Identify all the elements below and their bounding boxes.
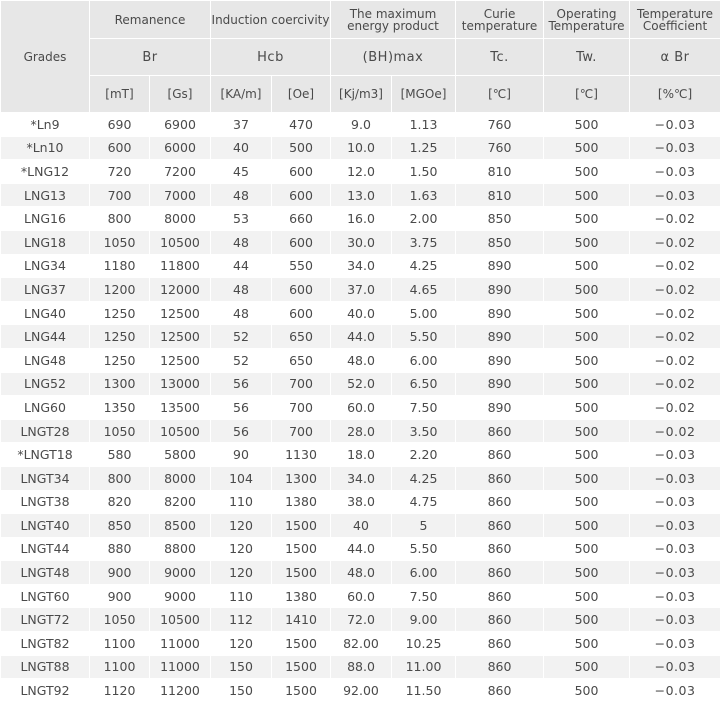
- hcb-ka-m-cell: 120: [211, 632, 272, 656]
- unit-mt: [mT]: [90, 76, 150, 113]
- table-row: [1, 160, 720, 184]
- hcb-ka-m-cell: 48: [211, 183, 272, 207]
- temp-coefficient-cell: −0.02: [630, 278, 720, 302]
- temp-coefficient-cell: −0.03: [630, 113, 720, 137]
- operating-temp-cell: 500: [544, 632, 630, 656]
- operating-temp-cell: 500: [544, 561, 630, 585]
- br-gs-cell: 10500: [150, 608, 211, 632]
- hcb-ka-m-cell: 45: [211, 160, 272, 184]
- bhmax-kj-m3-cell: 44.0: [331, 325, 392, 349]
- table-row: [1, 183, 720, 207]
- temp-coefficient-cell: −0.02: [630, 254, 720, 278]
- curie-temp-cell: 890: [456, 372, 544, 396]
- operating-temp-cell: 500: [544, 230, 630, 254]
- bhmax-mgoe-cell: 6.50: [392, 372, 456, 396]
- curie-temp-cell: 810: [456, 183, 544, 207]
- hcb-ka-m-cell: 104: [211, 466, 272, 490]
- bhmax-kj-m3-cell: 82.00: [331, 632, 392, 656]
- temp-coefficient-cell: −0.02: [630, 301, 720, 325]
- grade-cell: LNG40: [1, 301, 90, 325]
- symbol-alpha-br: α Br: [630, 39, 720, 76]
- br-mt-cell: 880: [90, 537, 150, 561]
- symbol-tc: Tc.: [456, 39, 544, 76]
- temp-coefficient-cell: −0.03: [630, 584, 720, 608]
- curie-temp-cell: 860: [456, 466, 544, 490]
- br-gs-cell: 10500: [150, 230, 211, 254]
- table-row: [1, 230, 720, 254]
- curie-temp-cell: 860: [456, 584, 544, 608]
- grade-cell: LNG13: [1, 183, 90, 207]
- grade-cell: LNGT44: [1, 537, 90, 561]
- operating-temp-cell: 500: [544, 490, 630, 514]
- grade-cell: *Ln10: [1, 136, 90, 160]
- table-row: [1, 301, 720, 325]
- bhmax-kj-m3-cell: 88.0: [331, 655, 392, 679]
- bhmax-kj-m3-cell: 38.0: [331, 490, 392, 514]
- curie-temp-cell: 890: [456, 301, 544, 325]
- table-row: [1, 655, 720, 679]
- br-mt-cell: 850: [90, 514, 150, 538]
- grade-cell: LNG52: [1, 372, 90, 396]
- br-mt-cell: 1100: [90, 655, 150, 679]
- bhmax-kj-m3-cell: 48.0: [331, 561, 392, 585]
- hcb-oe-cell: 700: [272, 396, 331, 420]
- table-header: [1, 1, 720, 113]
- hcb-oe-cell: 550: [272, 254, 331, 278]
- operating-temperature-header: Operating Temperature: [544, 1, 630, 39]
- grade-cell: *LNG12: [1, 160, 90, 184]
- grade-cell: LNGT40: [1, 514, 90, 538]
- hcb-oe-cell: 1380: [272, 490, 331, 514]
- bhmax-kj-m3-cell: 44.0: [331, 537, 392, 561]
- br-mt-cell: 1200: [90, 278, 150, 302]
- temp-coefficient-cell: −0.03: [630, 514, 720, 538]
- bhmax-mgoe-cell: 4.25: [392, 466, 456, 490]
- bhmax-kj-m3-cell: 60.0: [331, 584, 392, 608]
- br-mt-cell: 820: [90, 490, 150, 514]
- bhmax-kj-m3-cell: 37.0: [331, 278, 392, 302]
- br-gs-cell: 12500: [150, 348, 211, 372]
- br-gs-cell: 10500: [150, 419, 211, 443]
- operating-temp-cell: 500: [544, 419, 630, 443]
- br-mt-cell: 900: [90, 561, 150, 585]
- temp-coefficient-cell: −0.03: [630, 632, 720, 656]
- curie-temp-cell: 860: [456, 537, 544, 561]
- br-gs-cell: 6000: [150, 136, 211, 160]
- br-mt-cell: 1250: [90, 301, 150, 325]
- operating-temp-cell: 500: [544, 301, 630, 325]
- bhmax-mgoe-cell: 5.50: [392, 537, 456, 561]
- br-gs-cell: 12500: [150, 325, 211, 349]
- bhmax-kj-m3-cell: 12.0: [331, 160, 392, 184]
- unit-curie-celsius: [℃]: [456, 76, 544, 113]
- bhmax-kj-m3-cell: 10.0: [331, 136, 392, 160]
- hcb-ka-m-cell: 52: [211, 348, 272, 372]
- curie-temp-cell: 860: [456, 443, 544, 467]
- table-row: [1, 608, 720, 632]
- table-row: [1, 537, 720, 561]
- bhmax-mgoe-cell: 7.50: [392, 584, 456, 608]
- bhmax-mgoe-cell: 6.00: [392, 348, 456, 372]
- table-row: [1, 348, 720, 372]
- energy-product-header: The maximum energy product: [331, 1, 456, 39]
- hcb-oe-cell: 600: [272, 183, 331, 207]
- br-gs-cell: 11000: [150, 655, 211, 679]
- bhmax-kj-m3-cell: 34.0: [331, 466, 392, 490]
- temp-coefficient-cell: −0.03: [630, 655, 720, 679]
- temp-coefficient-cell: −0.02: [630, 348, 720, 372]
- temp-coefficient-cell: −0.03: [630, 561, 720, 585]
- br-mt-cell: 1250: [90, 348, 150, 372]
- unit-oe: [Oe]: [272, 76, 331, 113]
- hcb-ka-m-cell: 37: [211, 113, 272, 137]
- br-gs-cell: 8000: [150, 466, 211, 490]
- grade-cell: LNG48: [1, 348, 90, 372]
- operating-temp-cell: 500: [544, 608, 630, 632]
- curie-temp-cell: 860: [456, 632, 544, 656]
- temp-coefficient-cell: −0.02: [630, 396, 720, 420]
- bhmax-kj-m3-cell: 60.0: [331, 396, 392, 420]
- curie-temp-cell: 810: [456, 160, 544, 184]
- curie-temp-cell: 860: [456, 490, 544, 514]
- temperature-coefficient-header: Temperature Coefficient: [630, 1, 720, 39]
- table-row: [1, 443, 720, 467]
- curie-temp-cell: 850: [456, 207, 544, 231]
- br-mt-cell: 1050: [90, 230, 150, 254]
- hcb-ka-m-cell: 150: [211, 655, 272, 679]
- br-mt-cell: 580: [90, 443, 150, 467]
- br-gs-cell: 11000: [150, 632, 211, 656]
- unit-percent-celsius: [%℃]: [630, 76, 720, 113]
- hcb-ka-m-cell: 56: [211, 372, 272, 396]
- temp-coefficient-cell: −0.02: [630, 372, 720, 396]
- table-row: [1, 514, 720, 538]
- hcb-oe-cell: 1500: [272, 632, 331, 656]
- bhmax-mgoe-cell: 2.20: [392, 443, 456, 467]
- bhmax-mgoe-cell: 1.50: [392, 160, 456, 184]
- br-mt-cell: 1250: [90, 325, 150, 349]
- hcb-ka-m-cell: 48: [211, 230, 272, 254]
- hcb-ka-m-cell: 56: [211, 396, 272, 420]
- hcb-oe-cell: 1300: [272, 466, 331, 490]
- br-gs-cell: 8000: [150, 207, 211, 231]
- br-gs-cell: 9000: [150, 584, 211, 608]
- bhmax-mgoe-cell: 4.65: [392, 278, 456, 302]
- table-row: [1, 372, 720, 396]
- hcb-oe-cell: 600: [272, 230, 331, 254]
- bhmax-mgoe-cell: 1.63: [392, 183, 456, 207]
- bhmax-mgoe-cell: 5.00: [392, 301, 456, 325]
- curie-temp-cell: 860: [456, 514, 544, 538]
- grade-cell: LNGT88: [1, 655, 90, 679]
- hcb-ka-m-cell: 110: [211, 584, 272, 608]
- curie-temp-cell: 890: [456, 325, 544, 349]
- curie-temp-cell: 860: [456, 655, 544, 679]
- br-mt-cell: 1350: [90, 396, 150, 420]
- bhmax-kj-m3-cell: 52.0: [331, 372, 392, 396]
- br-gs-cell: 7000: [150, 183, 211, 207]
- curie-temp-cell: 890: [456, 278, 544, 302]
- hcb-ka-m-cell: 110: [211, 490, 272, 514]
- operating-temp-cell: 500: [544, 325, 630, 349]
- bhmax-mgoe-cell: 5.50: [392, 325, 456, 349]
- hcb-oe-cell: 1410: [272, 608, 331, 632]
- bhmax-kj-m3-cell: 28.0: [331, 419, 392, 443]
- temp-coefficient-cell: −0.03: [630, 183, 720, 207]
- bhmax-kj-m3-cell: 48.0: [331, 348, 392, 372]
- br-mt-cell: 1050: [90, 608, 150, 632]
- bhmax-mgoe-cell: 9.00: [392, 608, 456, 632]
- br-gs-cell: 8800: [150, 537, 211, 561]
- hcb-ka-m-cell: 44: [211, 254, 272, 278]
- bhmax-mgoe-cell: 11.50: [392, 679, 456, 703]
- br-mt-cell: 900: [90, 584, 150, 608]
- unit-kj-m3: [Kj/m3]: [331, 76, 392, 113]
- curie-temp-cell: 760: [456, 113, 544, 137]
- hcb-ka-m-cell: 52: [211, 325, 272, 349]
- grade-cell: LNGT72: [1, 608, 90, 632]
- grade-cell: LNG44: [1, 325, 90, 349]
- hcb-ka-m-cell: 90: [211, 443, 272, 467]
- table-row: [1, 490, 720, 514]
- grade-cell: LNG37: [1, 278, 90, 302]
- bhmax-kj-m3-cell: 40: [331, 514, 392, 538]
- br-mt-cell: 800: [90, 207, 150, 231]
- hcb-ka-m-cell: 150: [211, 679, 272, 703]
- hcb-oe-cell: 600: [272, 160, 331, 184]
- table-body: [1, 113, 720, 703]
- bhmax-mgoe-cell: 6.00: [392, 561, 456, 585]
- grade-cell: LNGT48: [1, 561, 90, 585]
- table-row: [1, 632, 720, 656]
- operating-temp-cell: 500: [544, 160, 630, 184]
- grades-header: Grades: [1, 1, 90, 113]
- table-row: [1, 325, 720, 349]
- grade-cell: LNG60: [1, 396, 90, 420]
- br-mt-cell: 700: [90, 183, 150, 207]
- curie-temp-cell: 860: [456, 419, 544, 443]
- symbol-hcb: Hcb: [211, 39, 331, 76]
- hcb-oe-cell: 700: [272, 419, 331, 443]
- temp-coefficient-cell: −0.03: [630, 537, 720, 561]
- grade-cell: LNGT60: [1, 584, 90, 608]
- hcb-oe-cell: 650: [272, 325, 331, 349]
- br-gs-cell: 8500: [150, 514, 211, 538]
- temp-coefficient-cell: −0.03: [630, 679, 720, 703]
- curie-temp-cell: 860: [456, 679, 544, 703]
- br-mt-cell: 800: [90, 466, 150, 490]
- table-row: [1, 584, 720, 608]
- br-gs-cell: 5800: [150, 443, 211, 467]
- temp-coefficient-cell: −0.03: [630, 466, 720, 490]
- hcb-oe-cell: 1500: [272, 561, 331, 585]
- hcb-ka-m-cell: 56: [211, 419, 272, 443]
- hcb-ka-m-cell: 120: [211, 514, 272, 538]
- grade-cell: LNG34: [1, 254, 90, 278]
- operating-temp-cell: 500: [544, 396, 630, 420]
- curie-temp-cell: 760: [456, 136, 544, 160]
- bhmax-mgoe-cell: 3.75: [392, 230, 456, 254]
- br-gs-cell: 12000: [150, 278, 211, 302]
- table-row: [1, 561, 720, 585]
- br-mt-cell: 690: [90, 113, 150, 137]
- grade-cell: LNGT82: [1, 632, 90, 656]
- bhmax-mgoe-cell: 7.50: [392, 396, 456, 420]
- br-gs-cell: 13500: [150, 396, 211, 420]
- operating-temp-cell: 500: [544, 113, 630, 137]
- temp-coefficient-cell: −0.03: [630, 608, 720, 632]
- operating-temp-cell: 500: [544, 372, 630, 396]
- grade-cell: LNGT38: [1, 490, 90, 514]
- hcb-oe-cell: 1500: [272, 514, 331, 538]
- operating-temp-cell: 500: [544, 514, 630, 538]
- curie-temp-cell: 850: [456, 230, 544, 254]
- table-row: [1, 466, 720, 490]
- grade-cell: *LNGT18: [1, 443, 90, 467]
- hcb-oe-cell: 470: [272, 113, 331, 137]
- curie-temp-cell: 890: [456, 396, 544, 420]
- hcb-ka-m-cell: 48: [211, 278, 272, 302]
- temp-coefficient-cell: −0.03: [630, 136, 720, 160]
- bhmax-kj-m3-cell: 34.0: [331, 254, 392, 278]
- hcb-oe-cell: 1130: [272, 443, 331, 467]
- br-gs-cell: 8200: [150, 490, 211, 514]
- hcb-oe-cell: 500: [272, 136, 331, 160]
- operating-temp-cell: 500: [544, 679, 630, 703]
- operating-temp-cell: 500: [544, 183, 630, 207]
- br-mt-cell: 1300: [90, 372, 150, 396]
- temp-coefficient-cell: −0.02: [630, 325, 720, 349]
- unit-mgoe: [MGOe]: [392, 76, 456, 113]
- br-gs-cell: 12500: [150, 301, 211, 325]
- bhmax-kj-m3-cell: 13.0: [331, 183, 392, 207]
- grade-cell: LNGT92: [1, 679, 90, 703]
- coercivity-header: Induction coercivity: [211, 1, 331, 39]
- temp-coefficient-cell: −0.02: [630, 207, 720, 231]
- bhmax-kj-m3-cell: 9.0: [331, 113, 392, 137]
- hcb-oe-cell: 650: [272, 348, 331, 372]
- remanence-header: Remanence: [90, 1, 211, 39]
- curie-temp-cell: 860: [456, 608, 544, 632]
- temp-coefficient-cell: −0.03: [630, 490, 720, 514]
- hcb-ka-m-cell: 40: [211, 136, 272, 160]
- operating-temp-cell: 500: [544, 584, 630, 608]
- br-mt-cell: 600: [90, 136, 150, 160]
- symbol-tw: Tw.: [544, 39, 630, 76]
- bhmax-mgoe-cell: 10.25: [392, 632, 456, 656]
- symbol-br: Br: [90, 39, 211, 76]
- br-gs-cell: 13000: [150, 372, 211, 396]
- operating-temp-cell: 500: [544, 136, 630, 160]
- hcb-oe-cell: 1500: [272, 655, 331, 679]
- hcb-oe-cell: 600: [272, 278, 331, 302]
- bhmax-kj-m3-cell: 40.0: [331, 301, 392, 325]
- br-mt-cell: 1050: [90, 419, 150, 443]
- curie-temperature-header: Curie temperature: [456, 1, 544, 39]
- grade-cell: LNG16: [1, 207, 90, 231]
- bhmax-mgoe-cell: 1.25: [392, 136, 456, 160]
- grade-cell: LNGT34: [1, 466, 90, 490]
- bhmax-mgoe-cell: 2.00: [392, 207, 456, 231]
- bhmax-kj-m3-cell: 16.0: [331, 207, 392, 231]
- temp-coefficient-cell: −0.03: [630, 160, 720, 184]
- hcb-ka-m-cell: 120: [211, 561, 272, 585]
- hcb-oe-cell: 1380: [272, 584, 331, 608]
- curie-temp-cell: 890: [456, 254, 544, 278]
- bhmax-mgoe-cell: 4.25: [392, 254, 456, 278]
- operating-temp-cell: 500: [544, 443, 630, 467]
- bhmax-kj-m3-cell: 92.00: [331, 679, 392, 703]
- bhmax-kj-m3-cell: 30.0: [331, 230, 392, 254]
- unit-ka-m: [KA/m]: [211, 76, 272, 113]
- operating-temp-cell: 500: [544, 278, 630, 302]
- bhmax-mgoe-cell: 11.00: [392, 655, 456, 679]
- table-row: [1, 419, 720, 443]
- br-gs-cell: 11800: [150, 254, 211, 278]
- hcb-oe-cell: 1500: [272, 537, 331, 561]
- bhmax-kj-m3-cell: 18.0: [331, 443, 392, 467]
- bhmax-mgoe-cell: 1.13: [392, 113, 456, 137]
- grade-cell: *Ln9: [1, 113, 90, 137]
- table-row: [1, 254, 720, 278]
- table-row: [1, 278, 720, 302]
- table-row: [1, 207, 720, 231]
- operating-temp-cell: 500: [544, 207, 630, 231]
- operating-temp-cell: 500: [544, 466, 630, 490]
- operating-temp-cell: 500: [544, 254, 630, 278]
- table-row: [1, 136, 720, 160]
- unit-operating-celsius: [℃]: [544, 76, 630, 113]
- symbol-bhmax: (BH)max: [331, 39, 456, 76]
- hcb-ka-m-cell: 48: [211, 301, 272, 325]
- temp-coefficient-cell: −0.02: [630, 230, 720, 254]
- table-row: [1, 679, 720, 703]
- grade-cell: LNGT28: [1, 419, 90, 443]
- hcb-oe-cell: 660: [272, 207, 331, 231]
- hcb-ka-m-cell: 53: [211, 207, 272, 231]
- operating-temp-cell: 500: [544, 348, 630, 372]
- operating-temp-cell: 500: [544, 655, 630, 679]
- curie-temp-cell: 860: [456, 561, 544, 585]
- bhmax-mgoe-cell: 4.75: [392, 490, 456, 514]
- temp-coefficient-cell: −0.02: [630, 419, 720, 443]
- table-row: [1, 113, 720, 137]
- table-row: [1, 396, 720, 420]
- operating-temp-cell: 500: [544, 537, 630, 561]
- br-gs-cell: 11200: [150, 679, 211, 703]
- temp-coefficient-cell: −0.03: [630, 443, 720, 467]
- curie-temp-cell: 890: [456, 348, 544, 372]
- br-gs-cell: 6900: [150, 113, 211, 137]
- br-gs-cell: 7200: [150, 160, 211, 184]
- bhmax-kj-m3-cell: 72.0: [331, 608, 392, 632]
- unit-gs: [Gs]: [150, 76, 211, 113]
- hcb-oe-cell: 700: [272, 372, 331, 396]
- br-mt-cell: 1180: [90, 254, 150, 278]
- br-gs-cell: 9000: [150, 561, 211, 585]
- hcb-ka-m-cell: 112: [211, 608, 272, 632]
- br-mt-cell: 1120: [90, 679, 150, 703]
- hcb-oe-cell: 600: [272, 301, 331, 325]
- bhmax-mgoe-cell: 5: [392, 514, 456, 538]
- br-mt-cell: 1100: [90, 632, 150, 656]
- br-mt-cell: 720: [90, 160, 150, 184]
- hcb-ka-m-cell: 120: [211, 537, 272, 561]
- bhmax-mgoe-cell: 3.50: [392, 419, 456, 443]
- grade-cell: LNG18: [1, 230, 90, 254]
- hcb-oe-cell: 1500: [272, 679, 331, 703]
